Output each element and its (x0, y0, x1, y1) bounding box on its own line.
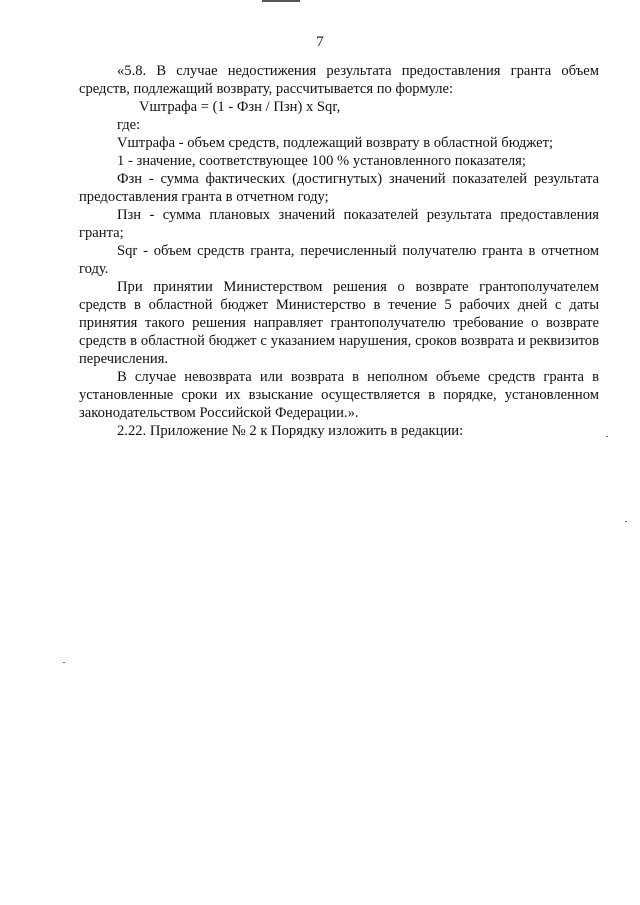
definition-one: 1 - значение, соответствующее 100 % установленного показателя; (117, 153, 526, 169)
scan-speck (63, 662, 65, 663)
paragraph-non-refund: В случае невозврата или возврата в неполном объеме средств гранта в установленные сроки их взыскание осуществляется в порядке, установленном законодательством Российской Федерации.». (79, 369, 599, 421)
where-label: где: (117, 117, 141, 133)
page-number: 7 (316, 34, 324, 50)
paragraph-refund-decision: При принятии Министерством решения о возврате грантополучателем средств в областной бюджет Министерство в течение 5 рабочих дней с даты принятия такого решения направляет грантополучателю требование о возврате средств в областной бюджет с указанием нарушения, сроков возврата и реквизитов перечисления. (79, 279, 599, 367)
scan-speck (625, 521, 627, 522)
paragraph-2-22: 2.22. Приложение № 2 к Порядку изложить в редакции: (117, 423, 464, 439)
formula: Vштрафа = (1 - Фзн / Пзн) x Sqr, (139, 99, 341, 115)
definition-vshtrafa: Vштрафа - объем средств, подлежащий возврату в областной бюджет; (117, 135, 554, 151)
top-edge-mark (262, 0, 300, 2)
paragraph-5-8: «5.8. В случае недостижения результата предоставления гранта объем средств, подлежащий возврату, рассчитывается по формуле: (79, 63, 599, 97)
definition-sqr: Sqr - объем средств гранта, перечисленный получателю гранта в отчетном году. (79, 243, 599, 277)
definition-pzn: Пзн - сумма плановых значений показателей результата предоставления гранта; (79, 207, 599, 241)
definition-fzn: Фзн - сумма фактических (достигнутых) значений показателей результата предоставления гранта в отчетном году; (79, 171, 599, 205)
scan-speck (606, 436, 608, 437)
document-body (79, 62, 599, 440)
